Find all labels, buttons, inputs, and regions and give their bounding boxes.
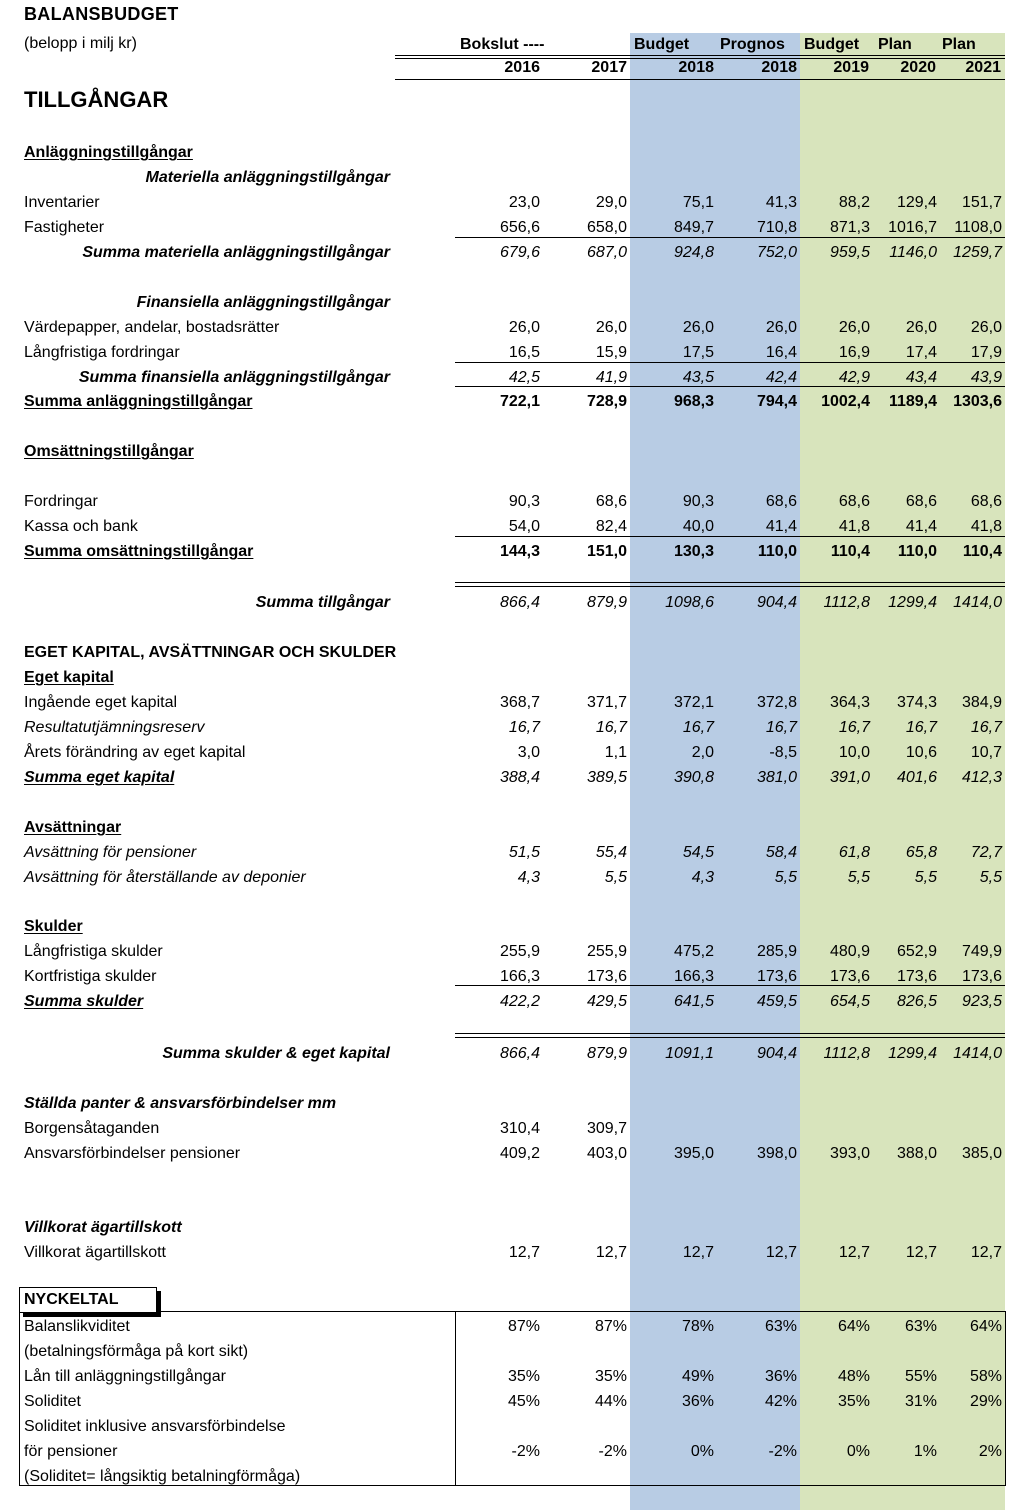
- table-cell: 166,3: [673, 968, 714, 985]
- table-cell: 15,9: [595, 344, 627, 361]
- table-cell: 17,5: [682, 344, 714, 361]
- table-cell: 16,9: [838, 344, 870, 361]
- table-row-label: Avsättning för återställande av deponier: [24, 869, 306, 886]
- table-cell: 849,7: [673, 219, 714, 236]
- table-cell: 41,8: [970, 518, 1002, 535]
- table-cell: 65,8: [905, 844, 937, 861]
- nyckeltal-row-label: Soliditet: [24, 1393, 81, 1410]
- nyckeltal-row-label: för pensioner: [24, 1443, 118, 1460]
- table-cell: 42,4: [765, 369, 797, 386]
- table-row-label: Borgensåtaganden: [24, 1120, 160, 1137]
- table-cell: 16,7: [682, 719, 714, 736]
- table-row-label: Långfristiga fordringar: [24, 344, 180, 361]
- table-cell: 151,0: [586, 543, 627, 560]
- table-cell: 40,0: [682, 518, 714, 535]
- table-cell: 41,4: [765, 518, 797, 535]
- nyckeltal-row: [0, 1315, 1024, 1340]
- table-cell: 82,4: [595, 518, 627, 535]
- table-cell: 16,4: [765, 344, 797, 361]
- table-cell: 43,5: [682, 369, 714, 386]
- table-cell: 16,7: [905, 719, 937, 736]
- year-2018-prognos: 2018: [761, 59, 797, 76]
- table-cell: 389,5: [586, 769, 627, 786]
- table-cell: 4,3: [517, 869, 540, 886]
- table-row-label: Inventarier: [24, 194, 100, 211]
- table-cell: 88,2: [838, 194, 870, 211]
- table-row-label: Finansiella anläggningstillgångar: [136, 294, 390, 311]
- nyckeltal-cell: 35%: [594, 1368, 627, 1385]
- header-group-bokslut: Bokslut ----: [460, 36, 545, 53]
- table-cell: 1108,0: [954, 219, 1002, 236]
- nyckeltal-title-box: [19, 1287, 157, 1313]
- table-row: [0, 591, 1024, 616]
- year-2020: 2020: [900, 59, 936, 76]
- table-row: [0, 866, 1024, 891]
- table-row: [0, 1216, 1024, 1241]
- table-cell: 12,7: [838, 1244, 870, 1261]
- table-cell: 51,5: [508, 844, 540, 861]
- table-cell: -8,5: [769, 744, 797, 761]
- nyckeltal-cell: 63%: [904, 1318, 937, 1335]
- table-row-label: Summa omsättningstillgångar: [24, 543, 254, 560]
- header-group-plan-2020: Plan: [878, 36, 912, 53]
- table-cell: 710,8: [756, 219, 797, 236]
- year-2017: 2017: [591, 59, 627, 76]
- table-cell: 16,7: [765, 719, 797, 736]
- table-cell: 10,0: [838, 744, 870, 761]
- nyckeltal-row-label: (Soliditet= långsiktig betalningförmåga): [24, 1468, 301, 1485]
- table-cell: 68,6: [838, 493, 870, 510]
- table-cell: 68,6: [765, 493, 797, 510]
- table-cell: 130,3: [673, 543, 714, 560]
- table-cell: 429,5: [586, 993, 627, 1010]
- table-cell: 16,7: [508, 719, 540, 736]
- table-cell: 641,5: [673, 993, 714, 1010]
- table-row-label: Villkorat ägartillskott: [24, 1244, 166, 1261]
- table-cell: 55,4: [595, 844, 627, 861]
- table-cell: 41,8: [838, 518, 870, 535]
- table-cell: 42,5: [508, 369, 540, 386]
- year-2019: 2019: [833, 59, 869, 76]
- nyckeltal-cell: 29%: [969, 1393, 1002, 1410]
- table-row: [0, 1241, 1024, 1266]
- nyckeltal-row: [0, 1390, 1024, 1415]
- nyckeltal-top-rule: [19, 1311, 1005, 1312]
- table-row-label: Årets förändring av eget kapital: [24, 744, 246, 761]
- table-cell: 1016,7: [888, 219, 937, 236]
- table-cell: 1299,4: [888, 594, 937, 611]
- nyckeltal-cell: 64%: [837, 1318, 870, 1335]
- section-title: TILLGÅNGAR: [24, 87, 169, 112]
- table-cell: 173,6: [896, 968, 937, 985]
- table-row: [0, 1142, 1024, 1167]
- table-row: [0, 691, 1024, 716]
- table-cell: 173,6: [829, 968, 870, 985]
- table-row: [0, 316, 1024, 341]
- table-cell: 752,0: [756, 244, 797, 261]
- table-row-label: Summa eget kapital: [24, 769, 175, 786]
- table-cell: 385,0: [961, 1145, 1002, 1162]
- table-cell: 26,0: [508, 319, 540, 336]
- table-cell: 475,2: [673, 943, 714, 960]
- table-cell: 17,4: [905, 344, 937, 361]
- nyckeltal-cell: -2%: [768, 1443, 797, 1460]
- table-cell: 968,3: [673, 393, 714, 410]
- table-cell: 403,0: [586, 1145, 627, 1162]
- table-cell: 959,5: [829, 244, 870, 261]
- table-cell: 5,5: [774, 869, 797, 886]
- nyckeltal-cell: 42%: [764, 1393, 797, 1410]
- table-row-label: Avsättning för pensioner: [24, 844, 197, 861]
- year-2016: 2016: [504, 59, 540, 76]
- table-cell: 5,5: [979, 869, 1002, 886]
- table-row: [0, 1117, 1024, 1142]
- table-row: [0, 390, 1024, 415]
- table-cell: 390,8: [673, 769, 714, 786]
- table-cell: 129,4: [896, 194, 937, 211]
- table-row: [0, 341, 1024, 366]
- table-cell: 12,7: [970, 1244, 1002, 1261]
- table-cell: 110,0: [757, 543, 797, 560]
- table-cell: 1299,4: [888, 1045, 937, 1062]
- table-cell: 1112,8: [823, 1045, 870, 1062]
- table-cell: 749,9: [961, 943, 1002, 960]
- header-group-prognos: Prognos: [720, 36, 785, 53]
- nyckeltal-cell: 1%: [913, 1443, 937, 1460]
- table-cell: 372,1: [673, 694, 714, 711]
- table-cell: 924,8: [673, 244, 714, 261]
- nyckeltal-cell: 35%: [507, 1368, 540, 1385]
- table-row: [0, 540, 1024, 565]
- nyckeltal-cell: 55%: [904, 1368, 937, 1385]
- nyckeltal-cell: 48%: [837, 1368, 870, 1385]
- table-cell: 388,4: [499, 769, 540, 786]
- table-cell: 422,2: [499, 993, 540, 1010]
- table-row-label: Ställda panter & ansvarsförbindelser mm: [24, 1095, 337, 1112]
- table-cell: 26,0: [765, 319, 797, 336]
- table-cell: 1098,6: [665, 594, 714, 611]
- table-cell: 1091,1: [665, 1045, 714, 1062]
- table-cell: 866,4: [499, 1045, 540, 1062]
- table-cell: 61,8: [838, 844, 870, 861]
- table-row: [0, 915, 1024, 940]
- nyckeltal-cell: 63%: [764, 1318, 797, 1335]
- table-row-label: Ansvarsförbindelser pensioner: [24, 1145, 241, 1162]
- nyckeltal-cell: 87%: [594, 1318, 627, 1335]
- table-cell: 16,5: [508, 344, 540, 361]
- table-cell: 656,6: [499, 219, 540, 236]
- table-row-label: Summa tillgångar: [255, 594, 390, 611]
- nyckeltal-cell: 49%: [681, 1368, 714, 1385]
- table-row: [0, 141, 1024, 166]
- table-cell: 41,3: [765, 194, 797, 211]
- header-group-plan-2021: Plan: [942, 36, 976, 53]
- table-row: [0, 291, 1024, 316]
- table-cell: 310,4: [499, 1120, 540, 1137]
- table-row-label: Summa skulder & eget kapital: [162, 1045, 390, 1062]
- table-cell: 151,7: [961, 194, 1002, 211]
- rule-summa-skulder-ek-double: [455, 1037, 1005, 1038]
- table-cell: 90,3: [682, 493, 714, 510]
- table-row-label: Långfristiga skulder: [24, 943, 163, 960]
- table-cell: 401,6: [896, 769, 937, 786]
- table-cell: 90,3: [508, 493, 540, 510]
- table-cell: 16,7: [970, 719, 1002, 736]
- table-row: [0, 1092, 1024, 1117]
- table-row: [0, 766, 1024, 791]
- table-cell: 879,9: [586, 594, 627, 611]
- table-cell: 1,1: [604, 744, 627, 761]
- table-cell: 110,4: [962, 543, 1002, 560]
- table-row-label: Fastigheter: [24, 219, 105, 236]
- table-row: [0, 515, 1024, 540]
- unit-subtitle: (belopp i milj kr): [24, 35, 137, 52]
- table-cell: 309,7: [586, 1120, 627, 1137]
- nyckeltal-cell: 36%: [764, 1368, 797, 1385]
- table-cell: 658,0: [586, 219, 627, 236]
- table-cell: 166,3: [499, 968, 540, 985]
- table-row-label: Kortfristiga skulder: [24, 968, 157, 985]
- table-cell: 16,7: [838, 719, 870, 736]
- nyckeltal-row: [0, 1440, 1024, 1465]
- table-cell: 1414,0: [953, 594, 1002, 611]
- nyckeltal-cell: 58%: [969, 1368, 1002, 1385]
- nyckeltal-cell: 0%: [846, 1443, 870, 1460]
- table-row-label: Summa anläggningstillgångar: [24, 393, 253, 410]
- table-cell: 866,4: [499, 594, 540, 611]
- table-cell: 1112,8: [823, 594, 870, 611]
- table-cell: 1414,0: [953, 1045, 1002, 1062]
- table-cell: 904,4: [756, 594, 797, 611]
- table-cell: 1189,4: [888, 393, 937, 410]
- table-cell: 5,5: [847, 869, 870, 886]
- table-cell: 3,0: [517, 744, 540, 761]
- nyckeltal-row: [0, 1415, 1024, 1440]
- table-cell: 794,4: [756, 393, 797, 410]
- nyckeltal-row-label: Balanslikviditet: [24, 1318, 130, 1335]
- table-row-label: Fordringar: [24, 493, 98, 510]
- table-row: [0, 166, 1024, 191]
- table-cell: 393,0: [829, 1145, 870, 1162]
- table-cell: 904,4: [756, 1045, 797, 1062]
- table-cell: 110,0: [897, 543, 937, 560]
- table-cell: 255,9: [586, 943, 627, 960]
- nyckeltal-cell: 64%: [969, 1318, 1002, 1335]
- table-row: [0, 216, 1024, 241]
- table-cell: 68,6: [595, 493, 627, 510]
- table-cell: 1259,7: [953, 244, 1002, 261]
- table-row: [0, 1042, 1024, 1067]
- nyckeltal-row: [0, 1465, 1024, 1490]
- table-cell: 26,0: [970, 319, 1002, 336]
- table-cell: 144,3: [499, 543, 540, 560]
- header-rule-bottom: [395, 79, 1005, 80]
- header-rule-top: [395, 55, 1005, 56]
- table-row-label: Avsättningar: [24, 819, 122, 836]
- table-cell: 23,0: [508, 194, 540, 211]
- table-cell: 722,1: [499, 393, 540, 410]
- rule-summa-tillgangar-double: [455, 586, 1005, 587]
- header-group-budget-2019: Budget: [804, 36, 860, 53]
- table-row: [0, 965, 1024, 990]
- table-cell: 391,0: [829, 769, 870, 786]
- table-cell: 12,7: [682, 1244, 714, 1261]
- table-row-label: Summa materiella anläggningstillgångar: [82, 244, 390, 261]
- table-cell: 5,5: [914, 869, 937, 886]
- table-cell: 17,9: [970, 344, 1002, 361]
- table-cell: 41,9: [595, 369, 627, 386]
- nyckeltal-cell: 0%: [690, 1443, 714, 1460]
- table-cell: 255,9: [499, 943, 540, 960]
- table-cell: 459,5: [756, 993, 797, 1010]
- table-row-label: Anläggningstillgångar: [24, 144, 193, 161]
- table-row: [0, 490, 1024, 515]
- table-cell: 26,0: [838, 319, 870, 336]
- nyckeltal-cell: -2%: [511, 1443, 540, 1460]
- table-cell: 480,9: [829, 943, 870, 960]
- table-cell: 41,4: [905, 518, 937, 535]
- table-row: [0, 816, 1024, 841]
- table-row-label: EGET KAPITAL, AVSÄTTNINGAR OCH SKULDER: [24, 644, 397, 661]
- table-cell: 16,7: [595, 719, 627, 736]
- table-row-label: Resultatutjämningsreserv: [24, 719, 205, 736]
- table-cell: 364,3: [829, 694, 870, 711]
- nyckeltal-cell: 35%: [837, 1393, 870, 1410]
- table-cell: 26,0: [905, 319, 937, 336]
- table-row: [0, 716, 1024, 741]
- table-cell: 381,0: [756, 769, 797, 786]
- table-cell: 395,0: [673, 1145, 714, 1162]
- table-row-label: Materiella anläggningstillgångar: [145, 169, 390, 186]
- table-row: [0, 940, 1024, 965]
- table-cell: 652,9: [896, 943, 937, 960]
- table-cell: 285,9: [756, 943, 797, 960]
- table-row-label: Kassa och bank: [24, 518, 138, 535]
- table-cell: 10,7: [970, 744, 1002, 761]
- table-cell: 1146,0: [889, 244, 937, 261]
- nyckeltal-row-label: (betalningsförmåga på kort sikt): [24, 1343, 249, 1360]
- nyckeltal-cell: 87%: [507, 1318, 540, 1335]
- page-title: BALANSBUDGET: [24, 4, 179, 24]
- nyckeltal-cell: 44%: [594, 1393, 627, 1410]
- table-row: [0, 666, 1024, 691]
- table-cell: 374,3: [896, 694, 937, 711]
- table-cell: 5,5: [604, 869, 627, 886]
- table-row-label: Omsättningstillgångar: [24, 443, 194, 460]
- table-cell: 26,0: [682, 319, 714, 336]
- table-cell: 728,9: [586, 393, 627, 410]
- table-cell: 43,4: [905, 369, 937, 386]
- table-row-label: Värdepapper, andelar, bostadsrätter: [24, 319, 280, 336]
- table-cell: 12,7: [595, 1244, 627, 1261]
- table-cell: 687,0: [586, 244, 627, 261]
- nyckeltal-cell: 36%: [681, 1393, 714, 1410]
- nyckeltal-cell: 45%: [507, 1393, 540, 1410]
- nyckeltal-row: [0, 1340, 1024, 1365]
- rule-summa-tillgangar-top: [455, 582, 1005, 583]
- nyckeltal-title: NYCKELTAL: [24, 1291, 119, 1308]
- table-cell: 923,5: [961, 993, 1002, 1010]
- table-row-label: Skulder: [24, 918, 83, 935]
- table-row: [0, 241, 1024, 266]
- table-cell: 72,7: [970, 844, 1002, 861]
- table-cell: 826,5: [896, 993, 937, 1010]
- table-cell: 68,6: [905, 493, 937, 510]
- table-cell: 2,0: [691, 744, 714, 761]
- table-cell: 654,5: [829, 993, 870, 1010]
- table-cell: 879,9: [586, 1045, 627, 1062]
- table-cell: 409,2: [499, 1145, 540, 1162]
- table-cell: 4,3: [691, 869, 714, 886]
- table-cell: 26,0: [595, 319, 627, 336]
- year-2018-budget: 2018: [678, 59, 714, 76]
- table-cell: 871,3: [829, 219, 870, 236]
- nyckeltal-cell: 2%: [978, 1443, 1002, 1460]
- nyckeltal-row: [0, 1365, 1024, 1390]
- table-cell: 58,4: [765, 844, 797, 861]
- year-2021: 2021: [965, 59, 1001, 76]
- table-row-label: Eget kapital: [24, 669, 114, 686]
- table-row-label: Summa finansiella anläggningstillgångar: [78, 369, 390, 386]
- table-row: [0, 440, 1024, 465]
- table-cell: 54,0: [508, 518, 540, 535]
- table-cell: 43,9: [970, 369, 1002, 386]
- table-cell: 75,1: [682, 194, 714, 211]
- table-cell: 371,7: [586, 694, 627, 711]
- table-cell: 412,3: [961, 769, 1002, 786]
- table-cell: 372,8: [756, 694, 797, 711]
- table-row: [0, 641, 1024, 666]
- table-cell: 1002,4: [821, 393, 870, 410]
- table-cell: 68,6: [970, 493, 1002, 510]
- header-group-budget-2018: Budget: [634, 36, 690, 53]
- table-row: [0, 366, 1024, 391]
- table-cell: 388,0: [896, 1145, 937, 1162]
- table-cell: 110,4: [830, 543, 870, 560]
- table-cell: 679,6: [499, 244, 540, 261]
- nyckeltal-row-label: Soliditet inklusive ansvarsförbindelse: [24, 1418, 286, 1435]
- table-cell: 173,6: [756, 968, 797, 985]
- table-cell: 398,0: [756, 1145, 797, 1162]
- table-row: [0, 841, 1024, 866]
- nyckeltal-cell: -2%: [598, 1443, 627, 1460]
- table-cell: 173,6: [961, 968, 1002, 985]
- table-cell: 12,7: [765, 1244, 797, 1261]
- table-cell: 10,6: [905, 744, 937, 761]
- rule-summa-skulder-ek-top: [455, 1033, 1005, 1034]
- table-cell: 12,7: [508, 1244, 540, 1261]
- table-cell: 42,9: [838, 369, 870, 386]
- table-row: [0, 990, 1024, 1015]
- table-row: [0, 741, 1024, 766]
- nyckeltal-cell: 78%: [681, 1318, 714, 1335]
- table-cell: 384,9: [961, 694, 1002, 711]
- table-cell: 368,7: [499, 694, 540, 711]
- table-cell: 54,5: [682, 844, 714, 861]
- table-cell: 1303,6: [953, 393, 1002, 410]
- nyckeltal-cell: 31%: [904, 1393, 937, 1410]
- table-cell: 173,6: [586, 968, 627, 985]
- table-row-label: Ingående eget kapital: [24, 694, 178, 711]
- table-cell: 29,0: [595, 194, 627, 211]
- table-row-label: Summa skulder: [24, 993, 144, 1010]
- table-cell: 12,7: [905, 1244, 937, 1261]
- nyckeltal-row-label: Lån till anläggningstillgångar: [24, 1368, 226, 1385]
- table-row-label: Villkorat ägartillskott: [24, 1219, 182, 1236]
- table-row: [0, 191, 1024, 216]
